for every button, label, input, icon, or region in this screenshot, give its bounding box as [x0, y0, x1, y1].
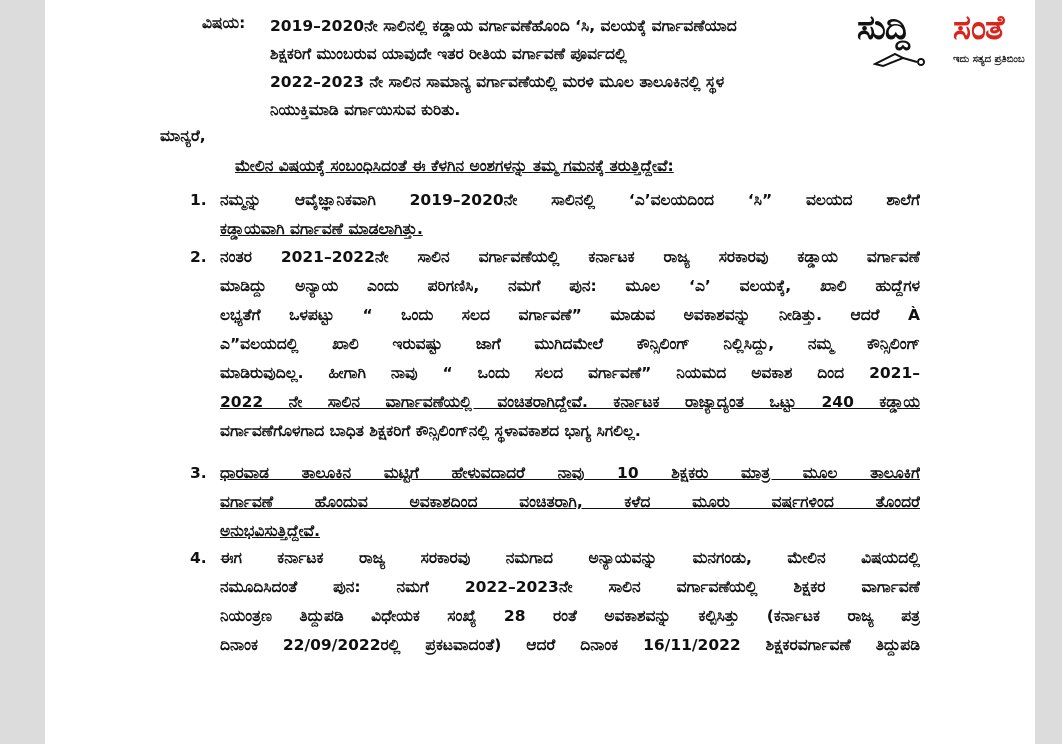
- logo-name-part1: ಸುದ್ದಿ: [857, 8, 909, 48]
- subject-line: 2022–2023 ನೇ ಸಾಲಿನ ಸಾಮಾನ್ಯ ವರ್ಗಾವಣೆಯಲ್ಲಿ ಮರಳಿ ಮೂಲ ತಾಲೂಕಿನಲ್ಲಿ ಸ್ಥಳ: [270, 73, 725, 91]
- document-page: [45, 0, 1035, 744]
- item-line: ನಂತರ 2021–2022ನೇ ಸಾಲಿನ ವರ್ಗಾವಣೆಯಲ್ಲಿ ಕರ್ನಾಟಕ ರಾಜ್ಯ ಸರಕಾರವು ಕಡ್ಡಾಯ ವರ್ಗಾವಣೆ: [220, 248, 920, 266]
- item-line: ನಮ್ಮನ್ನು ಆವೈಜ್ಞಾನಿಕವಾಗಿ 2019–2020ನೇ ಸಾಲಿನಲ್ಲಿ ‘ಎ’ವಲಯದಿಂದ ‘ಸಿ” ವಲಯದ ಶಾಲೆಗೆ: [220, 191, 920, 209]
- item-line: ಲಭ್ಯತೆಗೆ ಒಳಪಟ್ಟು “ ಒಂದು ಸಲದ ವರ್ಗಾವಣೆ” ಮಾಡುವ ಅವಕಾಶವನ್ನು ನೀಡಿತ್ತು. ಆದರೆ À: [220, 306, 920, 324]
- item-text: [220, 459, 920, 546]
- item-line: ಮಾಡಿದ್ದು ಅನ್ಯಾಯ ಎಂದು ಪರಿಗಣಿಸಿ, ನಮಗೆ ಪುನ: ಮೂಲ ‘ಎ’ ವಲಯಕ್ಕೆ, ಖಾಲಿ ಹುದ್ದೆಗಳ: [220, 277, 920, 295]
- brand-logo: [853, 10, 1035, 72]
- item-number: 2.: [190, 248, 207, 266]
- logo-tagline: ಇದು ಸತ್ಯದ ಪ್ರತಿಬಿಂಬ: [953, 54, 1025, 65]
- item-line: ಕಡ್ಡಾಯವಾಗಿ ವರ್ಗಾವಣೆ ಮಾಡಲಾಗಿತ್ತು.: [220, 220, 423, 238]
- subject-line: 2019–2020ನೇ ಸಾಲಿನಲ್ಲಿ ಕಡ್ಡಾಯ ವರ್ಗಾವಣೆಹೊಂದಿ ‘ಸಿ, ವಲಯಕ್ಕೆ ವರ್ಗಾವಣೆಯಾದ: [270, 17, 737, 35]
- item-line: ಎ”ವಲಯದಲ್ಲಿ ಖಾಲಿ ಇರುವಷ್ಟು ಜಾಗೆ ಮುಗಿದಮೇಲೆ ಕೌನ್ಸಿಲಿಂಗ್ ನಿಲ್ಲಿಸಿದ್ದು, ನಮ್ಮ ಕೌನ್ಸಿಲಿಂಗ್: [220, 335, 920, 353]
- item-number: 3.: [190, 464, 207, 482]
- item-text: [220, 544, 920, 660]
- pen-nib-icon: [873, 50, 933, 68]
- item-line: ವರ್ಗಾವಣೆಗೊಳಗಾದ ಬಾಧಿತ ಶಿಕ್ಷಕರಿಗೆ ಕೌನ್ಸಿಲಿಂಗ್‌ನಲ್ಲಿ ಸ್ಥಳಾವಕಾಶದ ಭಾಗ್ಯ ಸಿಗಲಿಲ್ಲ.: [220, 422, 641, 440]
- logo-name-part2: ಸಂತೆ: [953, 8, 1004, 48]
- item-text: [220, 186, 920, 244]
- item-line: ನಿಯಂತ್ರಣ ತಿದ್ದುಪಡಿ ವಿಧೇಯಕ ಸಂಖ್ಯೆ 28 ರಂತೆ ಅವಕಾಶವನ್ನು ಕಲ್ಪಿಸಿತ್ತು (ಕರ್ನಾಟಕ ರಾಜ್ಯ ಪತ್ರ: [220, 607, 920, 625]
- item-line: ಮಾಡಿರುವುದಿಲ್ಲ. ಹೀಗಾಗಿ ನಾವು “ ಒಂದು ಸಲದ ವರ್ಗಾವಣೆ” ನಿಯಮದ ಅವಕಾಶ ದಿಂದ 2021–: [220, 364, 920, 382]
- subject-line: ನಿಯುಕ್ತಿಮಾಡಿ ವರ್ಗಾಯಿಸುವ ಕುರಿತು.: [270, 101, 461, 119]
- item-line: ಧಾರವಾಡ ತಾಲೂಕಿನ ಮಟ್ಟಿಗೆ ಹೇಳುವದಾದರೆ ನಾವು 10 ಶಿಕ್ಷಕರು ಮಾತ್ರ ಮೂಲ ತಾಲೂಕಿಗೆ: [220, 464, 920, 482]
- item-line: 2022 ನೇ ಸಾಲಿನ ವಾರ್ಗಾವಣೆಯಲ್ಲಿ ವಂಚಿತರಾಗಿದ್ದೇವೆ. ಕರ್ನಾಟಕ ರಾಜ್ಯಾದ್ಯಂತ ಒಟ್ಟು 240 ಕಡ್ಡಾಯ: [220, 393, 920, 411]
- item-number: 4.: [190, 549, 207, 567]
- subject-line: ಶಿಕ್ಷಕರಿಗೆ ಮುಂಬರುವ ಯಾವುದೇ ಇತರ ರೀತಿಯ ವರ್ಗಾವಣೆ ಪೂರ್ವದಲ್ಲಿ: [270, 45, 627, 63]
- subject-label: ವಿಷಯ:: [202, 14, 246, 32]
- item-line: ವರ್ಗಾವಣೆ ಹೊಂದುವ ಅವಕಾಶದಿಂದ ವಂಚಿತರಾಗಿ, ಕಳೆದ ಮೂರು ವರ್ಷಗಳಿಂದ ತೊಂದರೆ: [220, 493, 920, 511]
- intro-line: ಮೇಲಿನ ವಿಷಯಕ್ಕೆ ಸಂಬಂಧಿಸಿದಂತೆ ಈ ಕೆಳಗಿನ ಅಂಶಗಳನ್ನು ತಮ್ಮ ಗಮನಕ್ಕೆ ತರುತ್ತಿದ್ದೇವೆ:: [235, 157, 674, 175]
- item-line: ಅನುಭವಿಸುತ್ತಿದ್ದೇವೆ.: [220, 522, 321, 540]
- item-line: ನಮೂದಿಸಿದಂತೆ ಪುನ: ನಮಗೆ 2022–2023ನೇ ಸಾಲಿನ ವರ್ಗಾವಣೆಯಲ್ಲಿ ಶಿಕ್ಷಕರ ವಾರ್ಗಾವಣೆ: [220, 578, 920, 596]
- item-number: 1.: [190, 191, 207, 209]
- item-line: ಈಗ ಕರ್ನಾಟಕ ರಾಜ್ಯ ಸರಕಾರವು ನಮಗಾದ ಅನ್ಯಾಯವನ್ನು ಮನಗಂಡು, ಮೇಲಿನ ವಿಷಯದಲ್ಲಿ: [220, 549, 920, 567]
- item-line: ದಿನಾಂಕ 22/09/2022ರಲ್ಲಿ ಪ್ರಕಟವಾದಂತೆ) ಆದರೆ ದಿನಾಂಕ 16/11/2022 ಶಿಕ್ಷಕರವರ್ಗಾವಣೆ ತಿದ್ದುಪಡಿ: [220, 636, 920, 654]
- item-text: [220, 243, 920, 446]
- salutation: ಮಾನ್ಯರೆ,: [160, 127, 206, 145]
